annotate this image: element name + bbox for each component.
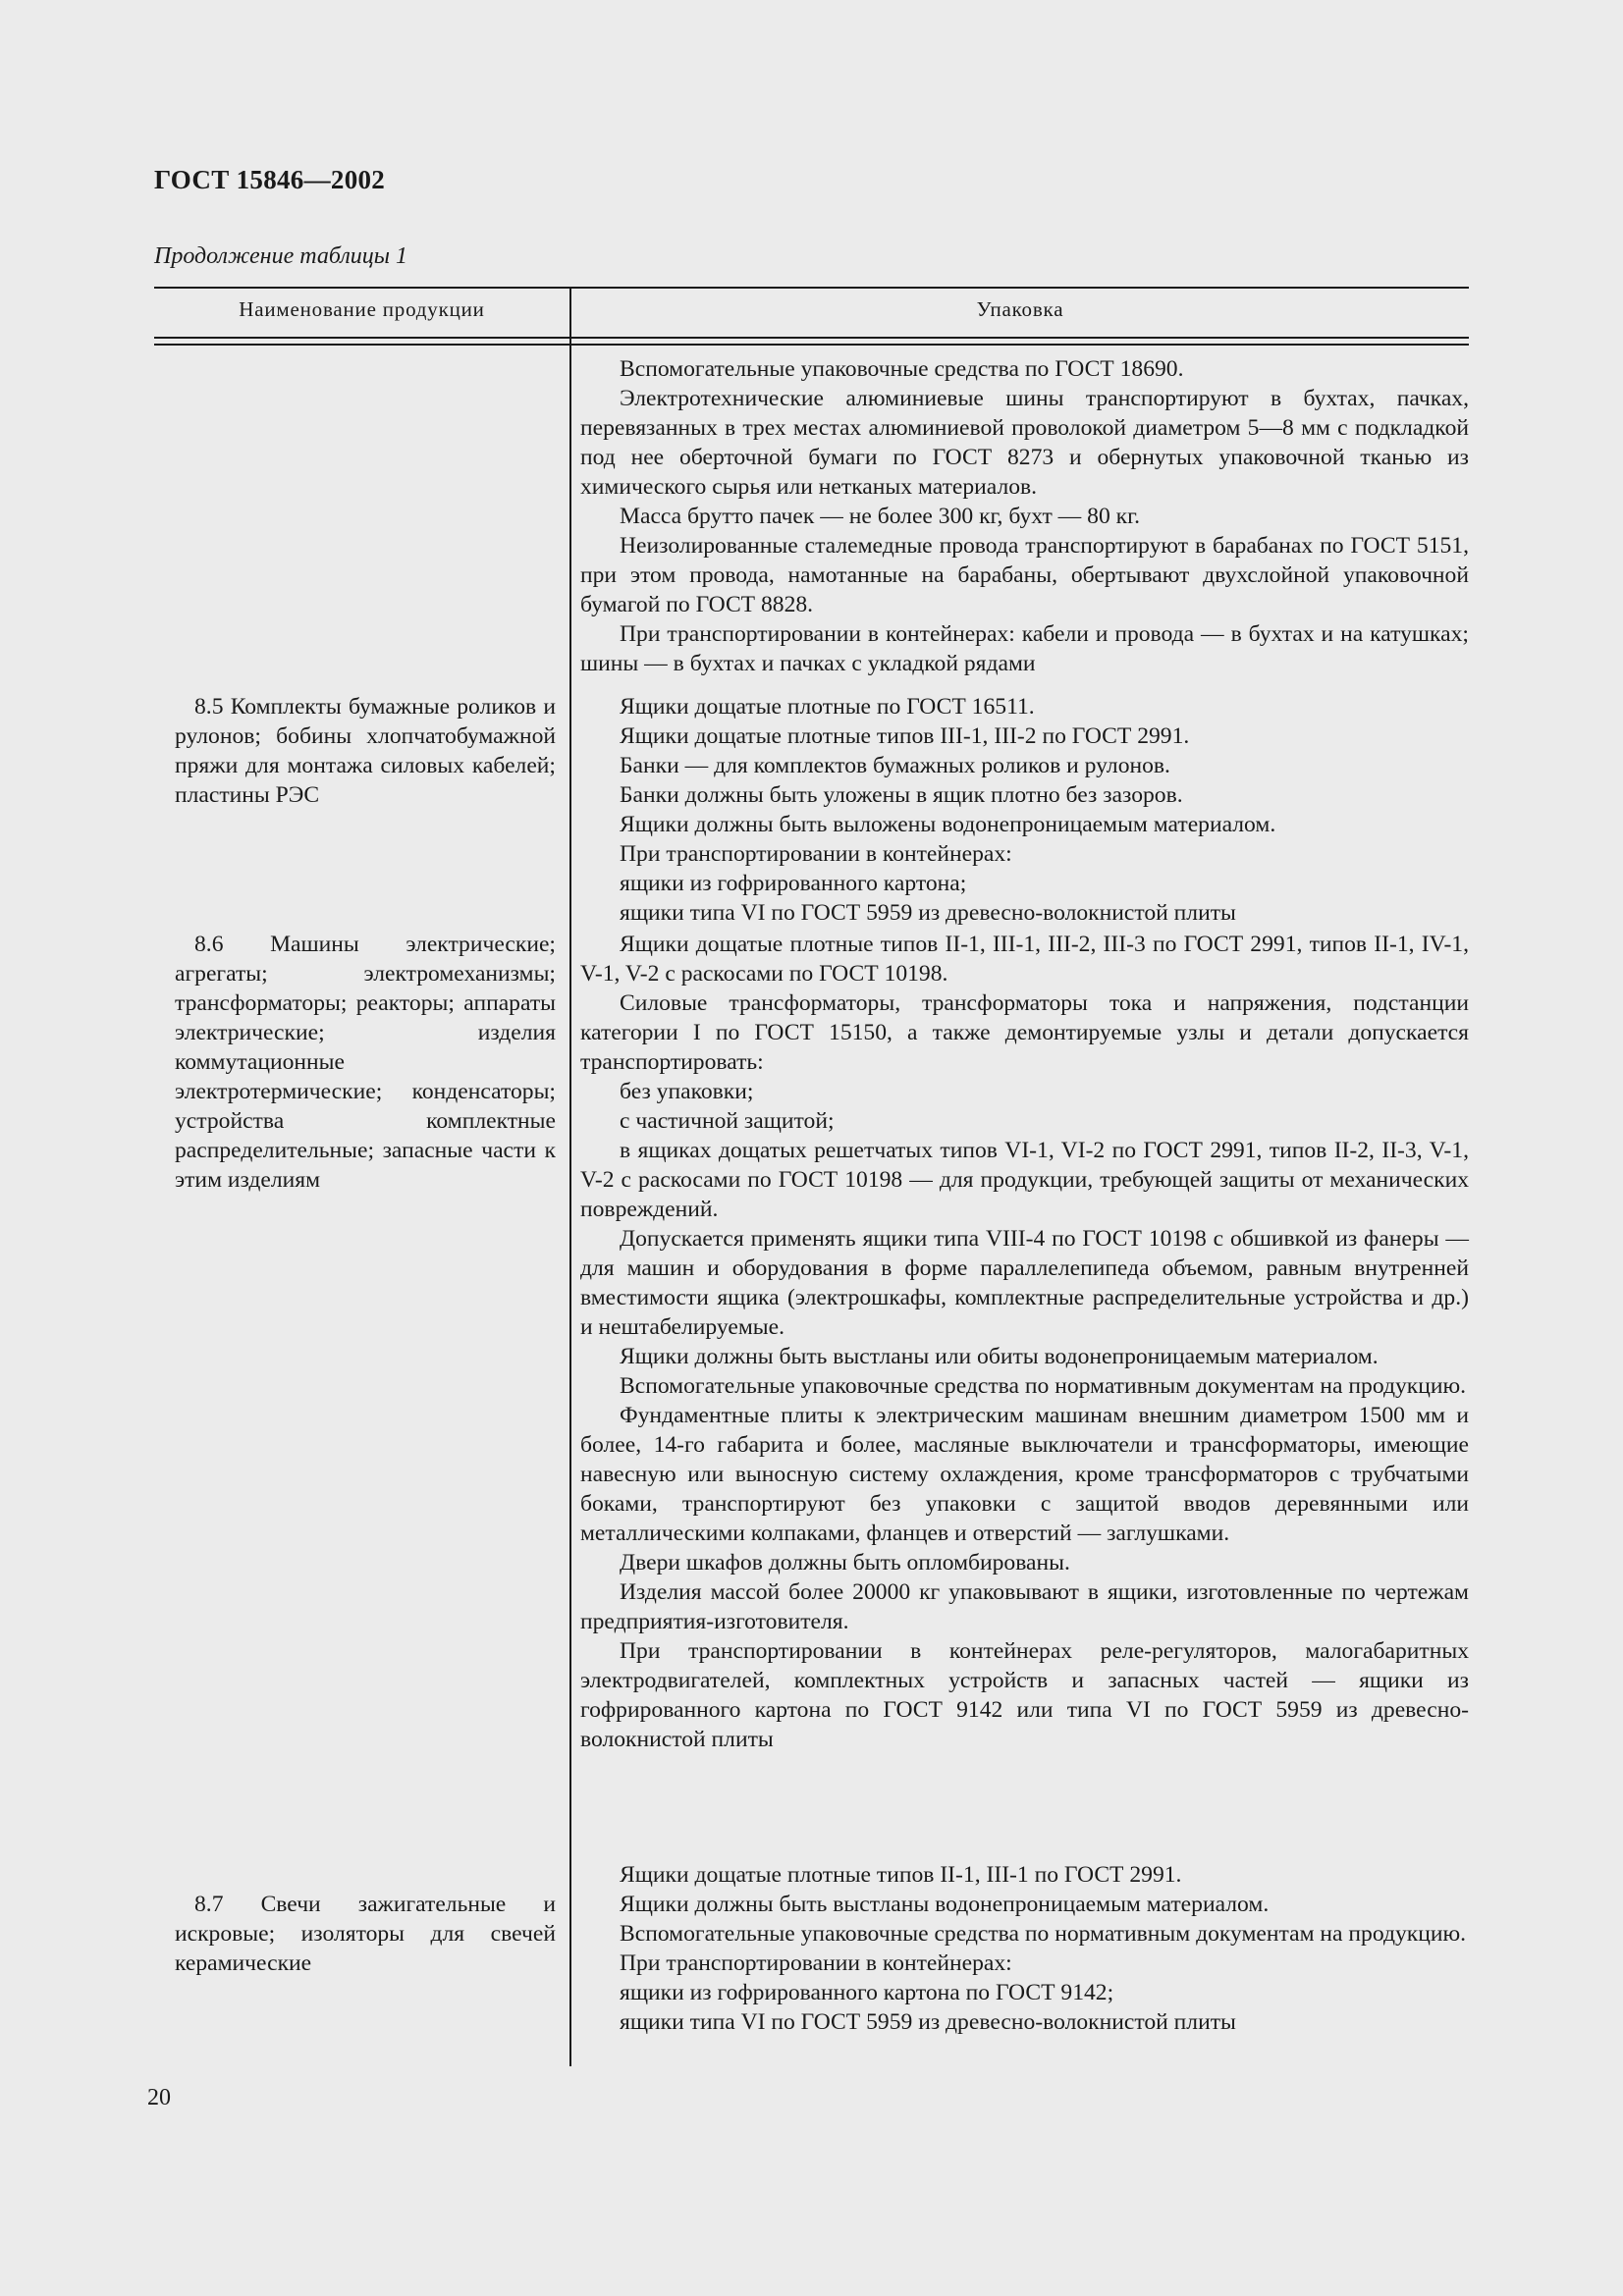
header-bottom-rule-2 bbox=[154, 344, 1469, 346]
header-packaging: Упаковка bbox=[976, 297, 1064, 321]
product-8-6: 8.6 Машины электрические; агрегаты; электромеханизмы; трансформаторы; реакторы; аппараты электрические; изделия коммутационные электротермические; конденсаторы; устройства комплектные распределительные; запасные части к этим изделиям bbox=[175, 932, 556, 1193]
intro-line: Вспомогательные упаковочные средства по ГОСТ 18690. bbox=[620, 356, 1184, 382]
packaging-line: Банки — для комплектов бумажных роликов и рулонов. bbox=[620, 753, 1170, 778]
packaging-line: Фундаментные плиты к электрическим машинам внешним диаметром 1500 мм и более, 14-го габарита и более, масляные выключатели и трансформаторы, имеющие навесную или выносную систему охлаждения, кроме трансформаторов с трубчатыми боками, транспортируют без упаковки с защитой вводов деревянными или металлическими колпаками, фланцев и отверстий — заглушками. bbox=[580, 1403, 1469, 1546]
packaging-8-7 bbox=[580, 1860, 1469, 2037]
packaging-line: Ящики дощатые плотные типов II-1, III-1 по ГОСТ 2991. bbox=[620, 1862, 1182, 1888]
intro-line: Электротехнические алюминиевые шины транспортируют в бухтах, пачках, перевязанных в трех местах алюминиевой проволокой диаметром 5—8 мм с подкладкой под нее оберточной бумаги по ГОСТ 8273 и обернутых упаковочной тканью из химического сырья или нетканых материалов. bbox=[580, 386, 1469, 500]
page-number: 20 bbox=[147, 2085, 171, 2110]
intro-line: Неизолированные сталемедные провода транспортируют в барабанах по ГОСТ 5151, при этом провода, намотанные на барабаны, обертывают двухслойной упаковочной бумагой по ГОСТ 8828. bbox=[580, 533, 1469, 617]
packaging-line: без упаковки; bbox=[620, 1079, 754, 1104]
packaging-8-5 bbox=[580, 692, 1469, 928]
packaging-line: Ящики дощатые плотные типов III-1, III-2 по ГОСТ 2991. bbox=[620, 723, 1190, 749]
packaging-line: Ящики дощатые плотные типов II-1, III-1, III-2, III-3 по ГОСТ 2991, типов II-1, IV-1, V-1, V-2 с раскосами по ГОСТ 10198. bbox=[580, 932, 1469, 987]
header-product: Наименование продукции bbox=[239, 297, 485, 321]
packaging-line: При транспортировании в контейнерах: bbox=[620, 841, 1012, 867]
document-title: ГОСТ 15846—2002 bbox=[154, 165, 386, 194]
packaging-line: ящики из гофрированного картона по ГОСТ 9142; bbox=[620, 1980, 1114, 2005]
intro-line: При транспортировании в контейнерах: кабели и провода — в бухтах и на катушках; шины — в бухтах и пачках с укладкой рядами bbox=[580, 621, 1469, 676]
packaging-line: При транспортировании в контейнерах реле-регуляторов, малогабаритных электродвигателей, комплектных устройств и запасных частей — ящики из гофрированного картона по ГОСТ 9142 или типа VI по ГОСТ 5959 из древесно-волокнистой плиты bbox=[580, 1638, 1469, 1752]
packaging-line: Ящики должны быть выстланы водонепроницаемым материалом. bbox=[620, 1892, 1270, 1917]
header-bottom-rule-1 bbox=[154, 337, 1469, 339]
packaging-line: Ящики дощатые плотные по ГОСТ 16511. bbox=[620, 694, 1035, 720]
packaging-line: ящики из гофрированного картона; bbox=[620, 871, 967, 896]
packaging-line: Вспомогательные упаковочные средства по нормативным документам на продукцию. bbox=[620, 1921, 1466, 1947]
packaging-line: Банки должны быть уложены в ящик плотно без зазоров. bbox=[620, 782, 1183, 808]
intro-packaging bbox=[580, 354, 1469, 678]
packaging-line: ящики типа VI по ГОСТ 5959 из древесно-волокнистой плиты bbox=[620, 2009, 1236, 2035]
packaging-line: Ящики должны быть выстланы или обиты водонепроницаемым материалом. bbox=[620, 1344, 1379, 1369]
table-caption: Продолжение таблицы 1 bbox=[154, 243, 408, 269]
intro-line: Масса брутто пачек — не более 300 кг, бухт — 80 кг. bbox=[620, 504, 1141, 529]
packaging-line: Изделия массой более 20000 кг упаковывают в ящики, изготовленные по чертежам предприятия-изготовителя. bbox=[580, 1579, 1469, 1634]
packaging-line: При транспортировании в контейнерах: bbox=[620, 1950, 1012, 1976]
packaging-line: с частичной защитой; bbox=[620, 1108, 835, 1134]
packaging-line: Вспомогательные упаковочные средства по нормативным документам на продукцию. bbox=[620, 1373, 1466, 1399]
packaging-line: Силовые трансформаторы, трансформаторы тока и напряжения, подстанции категории I по ГОСТ 15150, а также демонтируемые узлы и детали допускается транспортировать: bbox=[580, 990, 1469, 1075]
packaging-line: в ящиках дощатых решетчатых типов VI-1, VI-2 по ГОСТ 2991, типов II-2, II-3, V-1, V-2 с раскосами по ГОСТ 10198 — для продукции, требующей защиты от механических повреждений. bbox=[580, 1138, 1469, 1222]
column-divider bbox=[569, 287, 571, 2066]
packaging-line: Ящики должны быть выложены водонепроницаемым материалом. bbox=[620, 812, 1276, 837]
packaging-line: Двери шкафов должны быть опломбированы. bbox=[620, 1550, 1070, 1575]
packaging-8-6 bbox=[580, 930, 1469, 1754]
product-8-5: 8.5 Комплекты бумажные роликов и рулонов; бобины хлопчатобумажной пряжи для монтажа силовых кабелей; пластины РЭС bbox=[175, 694, 556, 808]
packaging-line: Допускается применять ящики типа VIII-4 по ГОСТ 10198 с обшивкой из фанеры — для машин и оборудования в форме параллелепипеда объемом, равным внутренней вместимости ящика (электрошкафы, комплектные распределительные устройства и др.) и нештабелируемые. bbox=[580, 1226, 1469, 1340]
packaging-line: ящики типа VI по ГОСТ 5959 из древесно-волокнистой плиты bbox=[620, 900, 1236, 926]
table-top-rule bbox=[154, 287, 1469, 289]
product-8-7: 8.7 Свечи зажигательные и искровые; изоляторы для свечей керамические bbox=[175, 1892, 556, 1976]
